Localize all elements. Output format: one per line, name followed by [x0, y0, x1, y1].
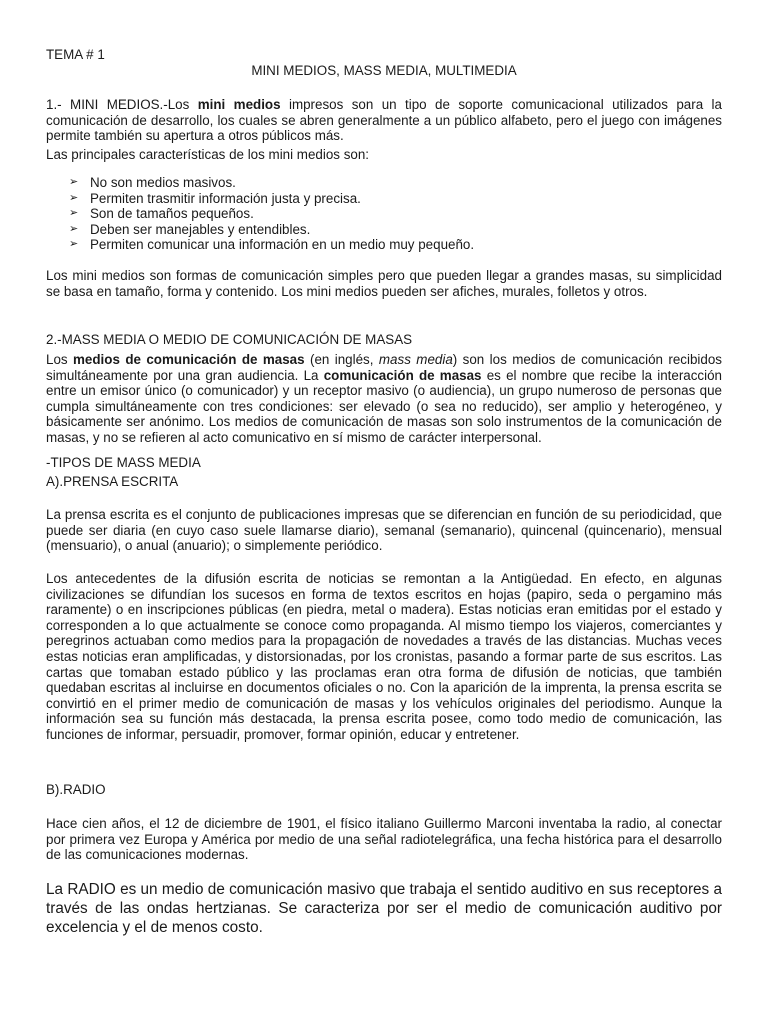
bold-term-medios: medios de comunicación de masas	[73, 352, 305, 367]
intro-bold-term: mini medios	[197, 97, 281, 112]
list-item: ➢ Son de tamaños pequeños.	[69, 206, 254, 222]
types-heading: -TIPOS DE MASS MEDIA	[46, 455, 201, 470]
characteristics-intro: Las principales características de los mini medios son:	[46, 147, 370, 162]
topic-label: TEMA # 1	[46, 47, 105, 62]
mass-media-heading: 2.-MASS MEDIA O MEDIO DE COMUNICACIÓN DE MASAS	[46, 332, 413, 347]
prensa-paragraph-1: La prensa escrita es el conjunto de publicaciones impresas que se diferencian en función de su periodicidad, que puede ser diaria (en cuyo caso suele llamarse diario), semanal (semanario), quincenal (quincenario), mensual (mensuario), o anual (anuario); o simplemente periódico.	[46, 507, 722, 554]
list-item: ➢ Permiten trasmitir información justa y precisa.	[69, 190, 361, 206]
mini-medios-intro	[46, 97, 722, 144]
document-title: MINI MEDIOS, MASS MEDIA, MULTIMEDIA	[251, 63, 517, 78]
radio-heading: B).RADIO	[46, 782, 106, 797]
intro-body: impresos son un tipo de soporte comunicacional utilizados para la comunicación de desarrollo, los cuales se abren generalmente a un público alfabeto, pero el juego con imágenes permite también su apertura a otros públicos más.	[46, 97, 722, 144]
list-item: ➢ No son medios masivos.	[69, 175, 236, 190]
arrowhead-bullet-icon: ➢	[69, 191, 79, 204]
arrowhead-bullet-icon: ➢	[69, 222, 79, 235]
radio-paragraph-1: Hace cien años, el 12 de diciembre de 1901, el físico italiano Guillermo Marconi inventaba la radio, al conectar por primera vez Europa y América por medio de una señal radiotelegráfica, una fecha histórica para el desarrollo de las comunicaciones modernas.	[46, 816, 722, 863]
intro-prefix: 1.- MINI MEDIOS.-Los	[46, 97, 198, 112]
prensa-paragraph-2: Los antecedentes de la difusión escrita de noticias se remontan a la Antigüedad. En efecto, en algunas civilizaciones se difundían los sucesos en forma de textos escritos en hojas (papiro, seda o pergamino más raramente) o en inscripciones públicas (en piedra, metal o madera). Estas noticias eran emitidas por el estado y corresponden a lo que actualmente se conoce como propaganda. Al mismo tiempo los viajeros, comerciantes y peregrinos actuaban como medios para la propagación de novedades a través de las distancias. Muchas veces estas noticias eran amplificadas, y distorsionadas, por los cronistas, pasando a formar parte de sus escritos. Las cartas que tomaban estado público y las proclamas eran otra forma de difusión de noticias, que también quedaban escritas al incluirse en documentos oficiales o no. Con la aparición de la imprenta, la prensa escrita se convirtió en el primer medio de comunicación de masas y los vehículos originales del periodismo. Aunque la información sea su función más destacada, la prensa escrita posee, como todo medio de comunicación, las funciones de informar, persuadir, promover, formar opinión, educar y entretener.	[46, 571, 722, 742]
characteristics-list	[46, 175, 722, 253]
list-item: ➢ Permiten comunicar una información en un medio muy pequeño.	[69, 237, 475, 253]
italic-term-mass-media: mass media	[378, 352, 453, 367]
mass-media-paragraph: Los medios de comunicación de masas (en inglés, mass media) son los medios de comunicación recibidos simultáneamente por una gran audiencia. La comunicación de masas es el nombre que recibe la interacción entre un emisor único (o comunicador) y un receptor masivo (o audiencia), un grupo numeroso de personas que cumpla simultáneamente con tres condiciones: ser elevado (o sea no reducido), ser amplio y heterogéneo, y básicamente ser anónimo. Los medios de comunicación de masas son solo instrumentos de la comunicación de masas, y no se refieren al acto comunicativo en sí mismo de carácter interpersonal.	[46, 352, 722, 445]
prensa-heading: A).PRENSA ESCRITA	[46, 474, 179, 489]
mini-medios-closing: Los mini medios son formas de comunicación simples pero que pueden llegar a grandes masas, su simplicidad se basa en tamaño, forma y contenido. Los mini medios pueden ser afiches, murales, folletos y otros.	[46, 268, 722, 299]
arrowhead-bullet-icon: ➢	[69, 176, 79, 188]
bold-term-comunicacion: comunicación de masas	[323, 367, 482, 383]
list-item: ➢ Deben ser manejables y entendibles.	[69, 221, 311, 237]
arrowhead-bullet-icon: ➢	[69, 207, 79, 220]
arrowhead-bullet-icon: ➢	[69, 238, 79, 251]
radio-paragraph-2: La RADIO es un medio de comunicación masivo que trabaja el sentido auditivo en sus receptores a través de las ondas hertzianas. Se caracteriza por ser el medio de comunicación auditivo por excelencia y el de menos costo.	[46, 881, 722, 936]
